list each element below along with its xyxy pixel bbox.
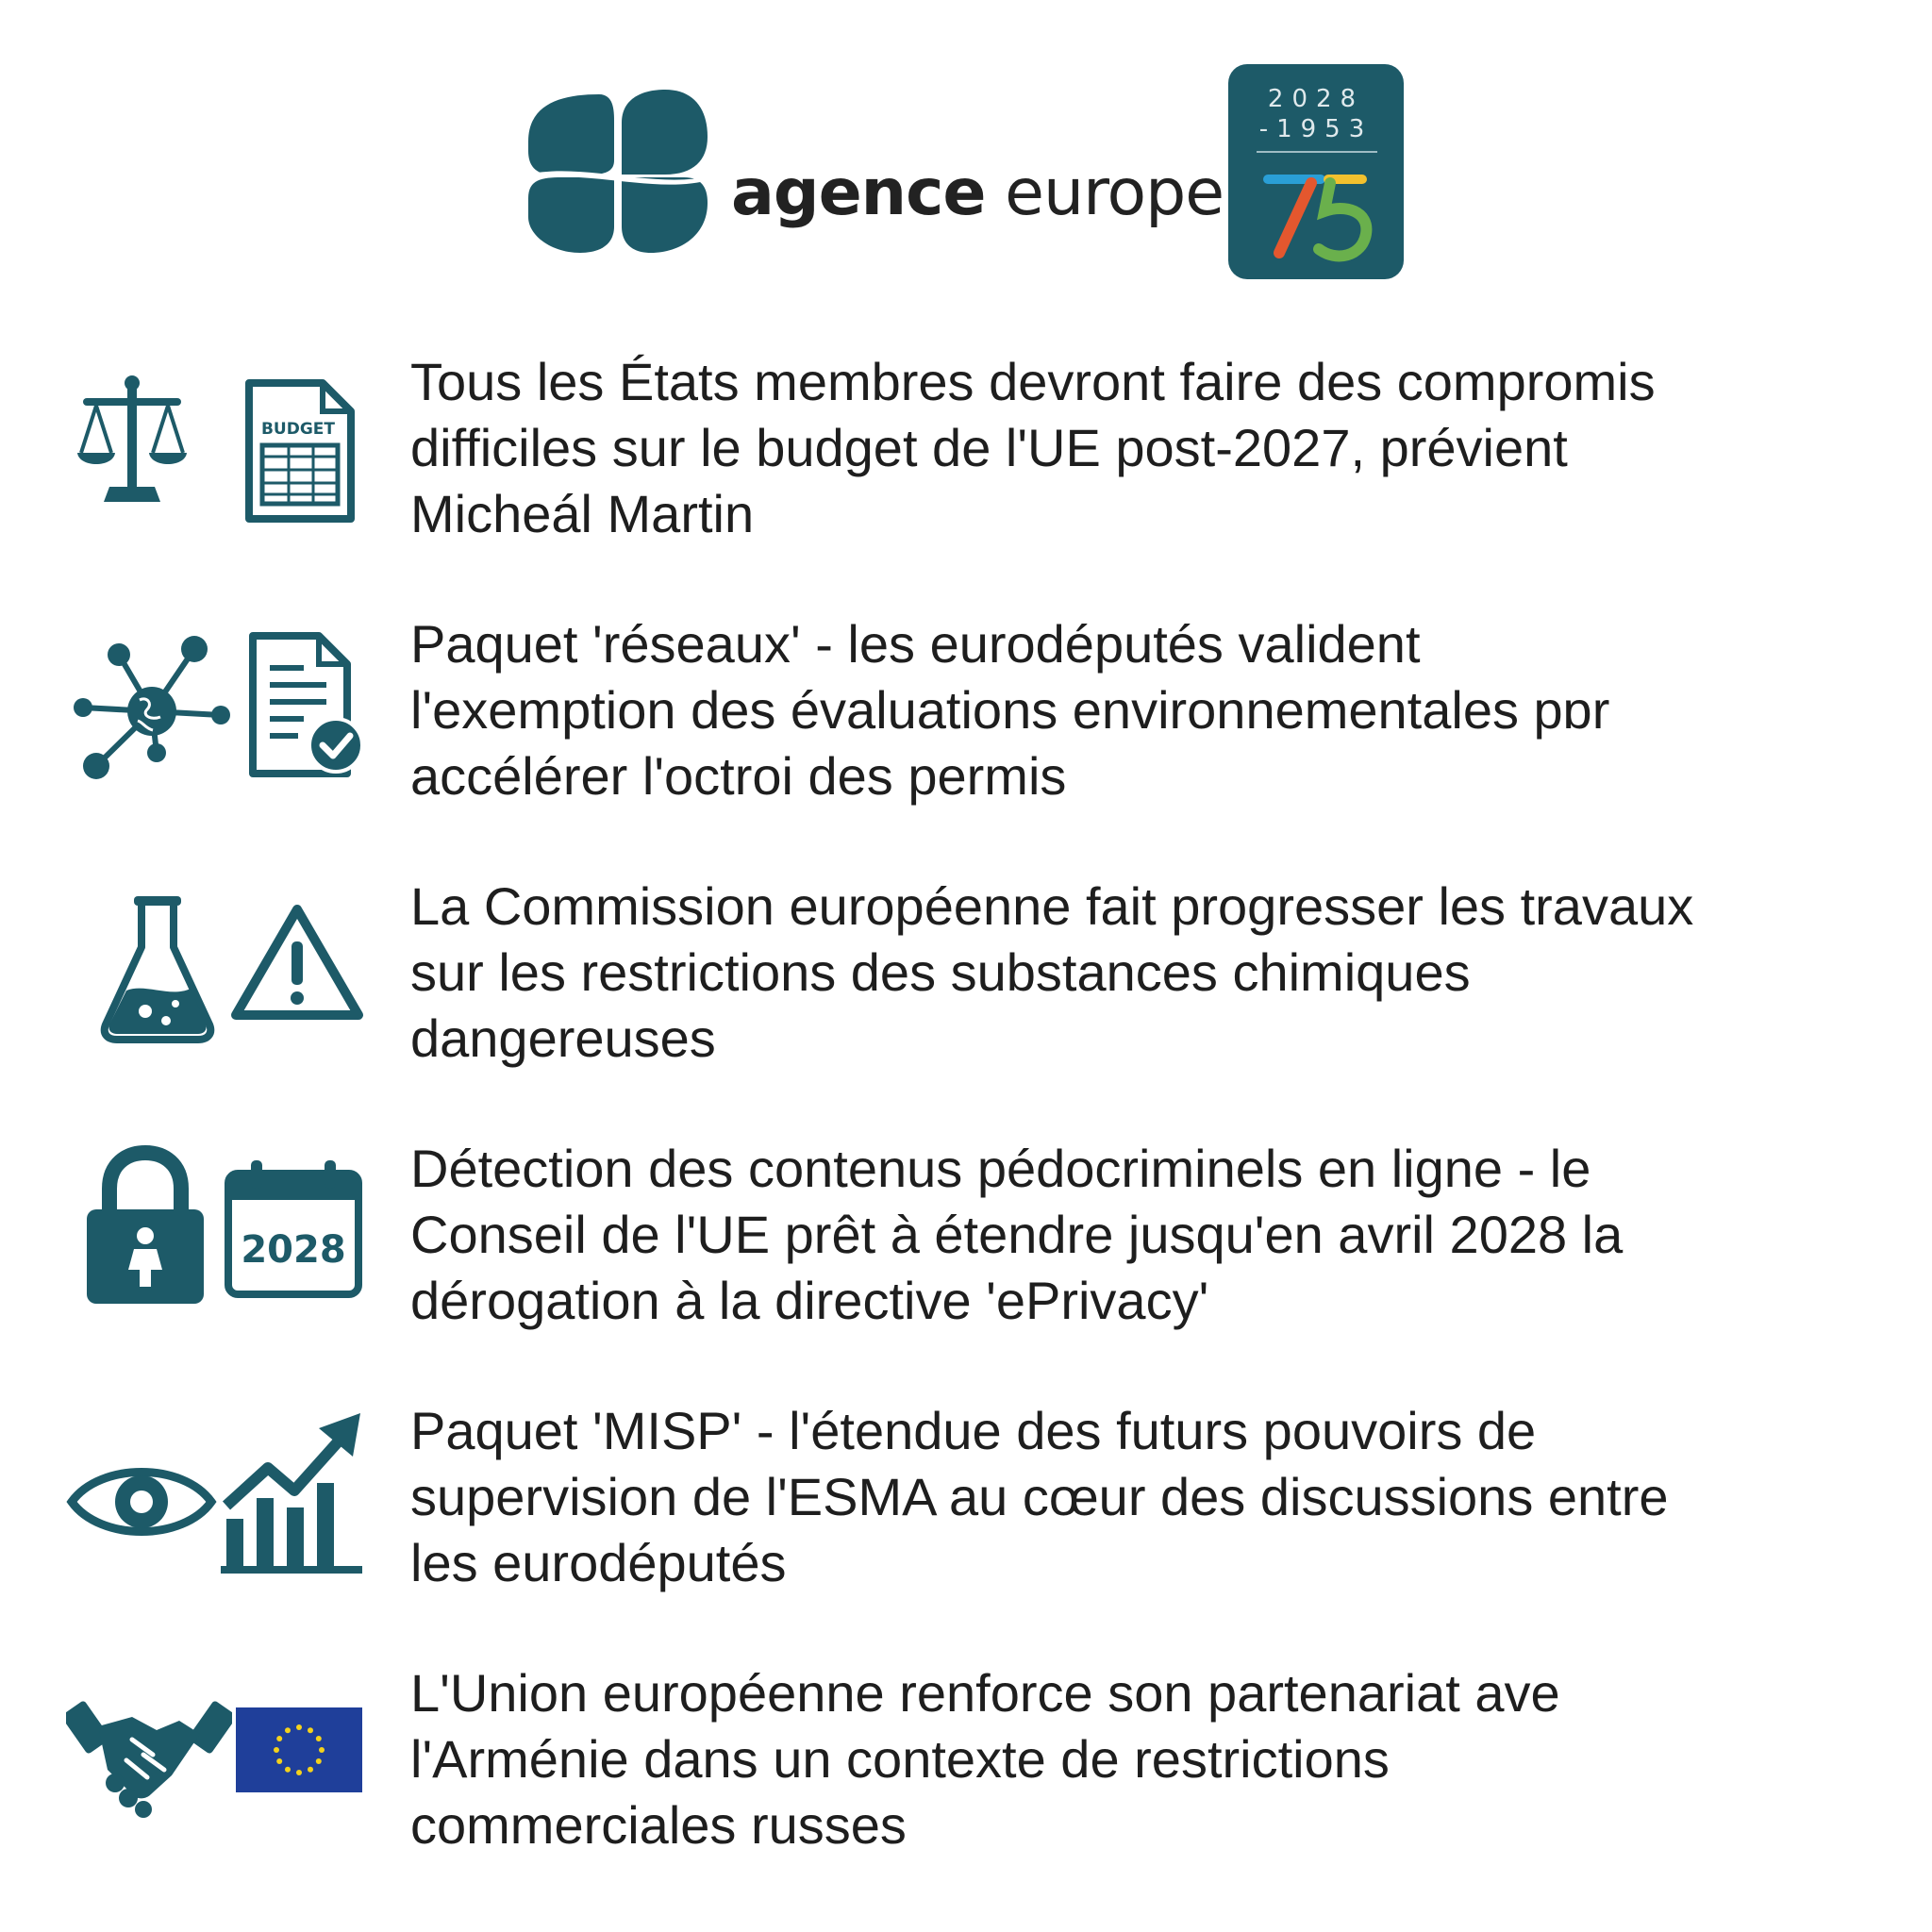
brand-name-light: europe: [985, 156, 1224, 230]
headline-line: Tous les États membres devront faire des compromis: [410, 352, 1656, 411]
headline-line: sur les restrictions des substances chimiques: [410, 942, 1471, 1002]
brand-name: [731, 156, 1224, 230]
agence-europe-logo-icon: [524, 85, 712, 259]
headline-line: Micheál Martin: [410, 484, 755, 543]
news-headline[interactable]: [410, 1398, 1891, 1596]
headline-line: commerciales russes: [410, 1795, 907, 1855]
news-item-icons: [66, 1136, 368, 1315]
headline-line: l'Arménie dans un contexte de restrictions: [410, 1729, 1390, 1789]
news-item[interactable]: [0, 1660, 1932, 1868]
news-headline[interactable]: [410, 874, 1891, 1072]
headline-line: dérogation à la directive 'ePrivacy': [410, 1271, 1209, 1330]
network-globe-icon: [72, 636, 232, 787]
chemical-flask-icon: [98, 892, 217, 1043]
calendar-icon: [223, 1157, 364, 1300]
news-headline[interactable]: [410, 1660, 1891, 1858]
anniversary-75-icon: [1251, 158, 1383, 267]
budget-document-icon: [242, 377, 358, 525]
growth-chart-icon: [219, 1407, 370, 1577]
warning-triangle-icon: [230, 902, 364, 1023]
headline-line: dangereuses: [410, 1008, 716, 1068]
news-item-icons: [66, 611, 368, 791]
budget-label: BUDGET: [260, 420, 336, 439]
news-item-icons: [66, 1660, 368, 1840]
news-item-icons: [66, 874, 368, 1053]
headline-line: l'exemption des évaluations environnementales pɒr: [410, 680, 1610, 740]
news-item-icons: [66, 349, 368, 528]
anniversary-divider: [1257, 151, 1377, 153]
headline-line: La Commission européenne fait progresser les travaux: [410, 876, 1694, 936]
brand-name-strong: agence: [731, 156, 986, 230]
headline-line: les eurodéputés: [410, 1533, 787, 1592]
child-lock-icon: [83, 1145, 208, 1307]
handshake-icon: [66, 1689, 232, 1821]
anniversary-year-top: 2028: [1267, 85, 1365, 113]
headline-line: difficiles sur le budget de l'UE post-2027, prévient: [410, 418, 1568, 477]
news-item[interactable]: [0, 1136, 1932, 1343]
eu-flag-icon: [236, 1707, 362, 1792]
headline-line: accélérer l'octroi des permis: [410, 746, 1067, 806]
headline-line: supervision de l'ESMA au cœur des discussions entre: [410, 1467, 1669, 1526]
news-item[interactable]: [0, 349, 1932, 557]
news-headline[interactable]: [410, 349, 1891, 547]
news-item[interactable]: [0, 611, 1932, 819]
headline-line: Détection des contenus pédocriminels en ligne - le: [410, 1139, 1591, 1198]
news-item[interactable]: [0, 874, 1932, 1081]
approved-document-icon: [245, 630, 362, 785]
news-item[interactable]: [0, 1398, 1932, 1606]
headline-line: Paquet 'MISP' - l'étendue des futurs pouvoirs de: [410, 1401, 1537, 1460]
scales-icon: [75, 370, 189, 511]
calendar-year: 2028: [241, 1228, 346, 1272]
news-headline[interactable]: [410, 1136, 1891, 1334]
eye-icon: [66, 1455, 217, 1549]
anniversary-badge: [1228, 64, 1404, 279]
headline-line: Conseil de l'UE prêt à étendre jusqu'en avril 2028 la: [410, 1205, 1624, 1264]
header: [0, 0, 1932, 292]
anniversary-year-bottom: -1953: [1258, 115, 1374, 143]
headline-line: Paquet 'réseaux' - les eurodéputés valident: [410, 614, 1421, 674]
news-item-icons: [66, 1398, 368, 1577]
headline-line: L'Union européenne renforce son partenariat ave: [410, 1663, 1560, 1723]
news-headline[interactable]: [410, 611, 1891, 809]
